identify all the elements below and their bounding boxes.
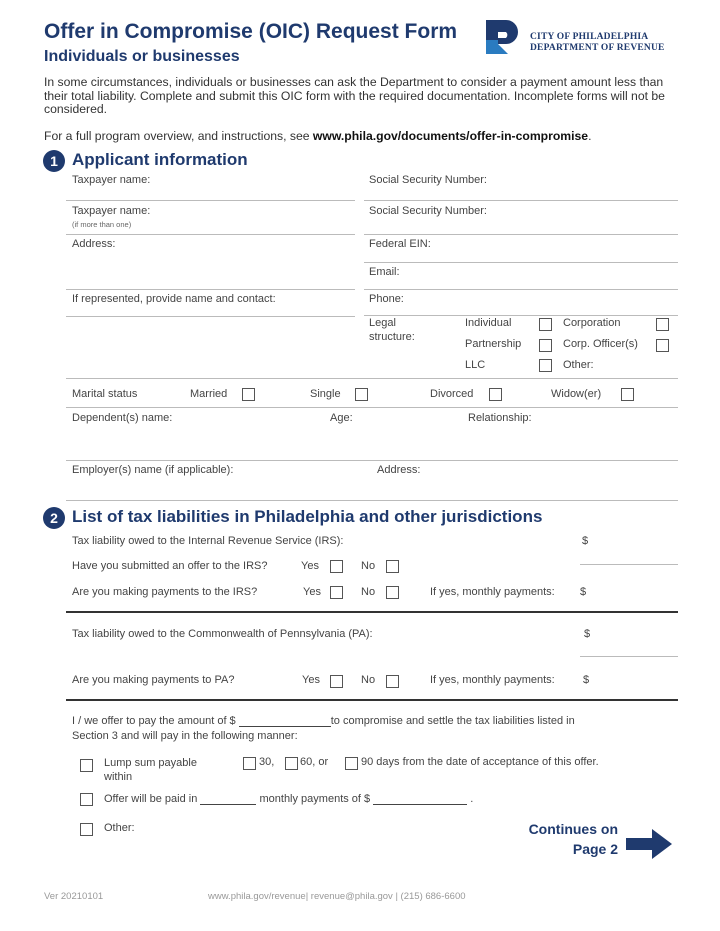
irs-payments-no-checkbox[interactable] bbox=[386, 586, 399, 599]
overview-text bbox=[44, 129, 694, 143]
email-label: Email: bbox=[369, 266, 400, 278]
marital-widow-checkbox[interactable] bbox=[621, 388, 634, 401]
legal-partnership-label: Partnership bbox=[465, 338, 522, 350]
continues-line-1: Continues on bbox=[528, 821, 618, 837]
section-1-divider bbox=[66, 378, 678, 379]
lump-sum-label-1: Lump sum payable bbox=[104, 757, 197, 769]
pa-payments-no-checkbox[interactable] bbox=[386, 675, 399, 688]
pa-monthly-label: If yes, monthly payments: bbox=[430, 674, 555, 686]
monthly-amount-field[interactable] bbox=[373, 794, 467, 805]
marital-single-label: Single bbox=[310, 388, 341, 400]
employer-address-label: Address: bbox=[377, 464, 421, 476]
org-line-1: CITY OF PHILADELPHIA bbox=[530, 32, 649, 42]
irs-payments-yes-checkbox[interactable] bbox=[330, 586, 343, 599]
lump-30-checkbox[interactable] bbox=[243, 757, 256, 770]
section-1-title: Applicant information bbox=[72, 150, 248, 169]
legal-individual-checkbox[interactable] bbox=[539, 318, 552, 331]
footer-version: Ver 20210101 bbox=[44, 891, 104, 902]
continues-note bbox=[500, 819, 618, 859]
address-label: Address: bbox=[72, 238, 116, 250]
irs-offer-no-label: No bbox=[361, 560, 376, 572]
offer-line-2: Section 3 and will pay in the following manner: bbox=[72, 730, 298, 742]
other-label: Other: bbox=[104, 822, 135, 834]
age-label: Age: bbox=[330, 412, 353, 424]
ssn-2-field[interactable] bbox=[364, 234, 678, 235]
lump-90-checkbox[interactable] bbox=[345, 757, 358, 770]
taxpayer-name-2-note: (if more than one) bbox=[72, 220, 132, 229]
irs-liability-field[interactable] bbox=[580, 564, 678, 565]
legal-structure-label-2: structure: bbox=[369, 331, 415, 343]
irs-section-divider bbox=[66, 611, 678, 613]
irs-offer-yes-checkbox[interactable] bbox=[330, 560, 343, 573]
taxpayer-name-2-label: Taxpayer name: bbox=[72, 205, 151, 217]
lump-30-label: 30, bbox=[259, 756, 275, 768]
marital-widow-label: Widow(er) bbox=[551, 388, 602, 400]
dependents-field[interactable] bbox=[66, 460, 678, 461]
overview-link[interactable]: www.phila.gov/documents/offer-in-compromise bbox=[312, 129, 589, 143]
pa-monthly-dollar: $ bbox=[583, 674, 590, 686]
marital-divorced-label: Divorced bbox=[430, 388, 474, 400]
phone-label: Phone: bbox=[369, 293, 404, 305]
pa-liability-field[interactable] bbox=[580, 656, 678, 657]
represented-field[interactable] bbox=[66, 316, 355, 317]
irs-offer-yes-label: Yes bbox=[301, 560, 319, 572]
email-field[interactable] bbox=[364, 289, 678, 290]
offer-line-1 bbox=[72, 715, 575, 727]
monthly-count-field[interactable] bbox=[200, 794, 256, 805]
section-2-number: 2 bbox=[43, 507, 65, 529]
legal-structure-label-1: Legal bbox=[369, 317, 396, 329]
overview-prefix: For a full program overview, and instructions, see bbox=[44, 129, 313, 143]
offer-line-1-a: I / we offer to pay the amount of $ bbox=[72, 715, 236, 727]
arrow-right-icon bbox=[626, 829, 672, 859]
monthly-label-c: . bbox=[470, 793, 474, 805]
ssn-2-label: Social Security Number: bbox=[369, 205, 487, 217]
lump-sum-label-2: within bbox=[104, 771, 133, 783]
monthly-label-b: monthly payments of $ bbox=[259, 793, 371, 805]
legal-other-label: Other: bbox=[563, 359, 594, 371]
form-title: Offer in Compromise (OIC) Request Form bbox=[44, 20, 458, 43]
offer-line-1-b: to compromise and settle the tax liabilities listed in bbox=[330, 715, 575, 727]
other-checkbox[interactable] bbox=[80, 823, 93, 836]
legal-llc-checkbox[interactable] bbox=[539, 359, 552, 372]
marital-status-label: Marital status bbox=[72, 388, 138, 400]
monthly-checkbox[interactable] bbox=[80, 793, 93, 806]
pa-section-divider bbox=[66, 699, 678, 701]
lump-60-checkbox[interactable] bbox=[285, 757, 298, 770]
pa-payments-yes-checkbox[interactable] bbox=[330, 675, 343, 688]
offer-amount-field[interactable] bbox=[239, 716, 331, 727]
legal-partnership-checkbox[interactable] bbox=[539, 339, 552, 352]
legal-corporation-label: Corporation bbox=[563, 317, 621, 329]
footer-contact: www.phila.gov/revenue| revenue@phila.gov | (215) 686-6600 bbox=[208, 891, 466, 902]
lump-90-label: 90 days from the date of acceptance of this offer. bbox=[361, 756, 599, 768]
phone-field[interactable] bbox=[364, 315, 678, 316]
relationship-label: Relationship: bbox=[468, 412, 532, 424]
legal-corp-officer-label: Corp. Officer(s) bbox=[563, 338, 638, 350]
irs-offer-no-checkbox[interactable] bbox=[386, 560, 399, 573]
taxpayer-name-2-field[interactable] bbox=[66, 234, 355, 235]
employer-field[interactable] bbox=[66, 500, 678, 501]
monthly-line bbox=[104, 793, 473, 805]
address-field[interactable] bbox=[66, 289, 355, 290]
legal-corporation-checkbox[interactable] bbox=[656, 318, 669, 331]
irs-monthly-dollar: $ bbox=[580, 586, 587, 598]
section-2-title: List of tax liabilities in Philadelphia and other jurisdictions bbox=[72, 507, 543, 526]
marital-divorced-checkbox[interactable] bbox=[489, 388, 502, 401]
marital-divider bbox=[66, 407, 678, 408]
irs-monthly-label: If yes, monthly payments: bbox=[430, 586, 555, 598]
pa-liability-label: Tax liability owed to the Commonwealth of Pennsylvania (PA): bbox=[72, 628, 373, 640]
represented-label: If represented, provide name and contact: bbox=[72, 293, 276, 305]
section-1-number: 1 bbox=[43, 150, 65, 172]
employer-label: Employer(s) name (if applicable): bbox=[72, 464, 234, 476]
irs-payments-no-label: No bbox=[361, 586, 376, 598]
lump-60-label: 60, or bbox=[300, 756, 329, 768]
dependents-label: Dependent(s) name: bbox=[72, 412, 173, 424]
taxpayer-name-label: Taxpayer name: bbox=[72, 174, 151, 186]
pa-liability-dollar: $ bbox=[584, 628, 591, 640]
legal-llc-label: LLC bbox=[465, 359, 486, 371]
marital-single-checkbox[interactable] bbox=[355, 388, 368, 401]
pa-payments-yes-label: Yes bbox=[302, 674, 320, 686]
intro-text: In some circumstances, individuals or businesses can ask the Department to consider a payment amount less than their total liability. Complete and submit this OIC form with the required documentation. Incomplete forms will not be considered. bbox=[44, 75, 665, 116]
taxpayer-name-field[interactable] bbox=[66, 200, 355, 201]
federal-ein-label: Federal EIN: bbox=[369, 238, 431, 250]
marital-married-label: Married bbox=[190, 388, 228, 400]
irs-payments-label: Are you making payments to the IRS? bbox=[72, 586, 258, 598]
form-subtitle: Individuals or businesses bbox=[44, 48, 240, 65]
philadelphia-logo-icon bbox=[484, 18, 524, 56]
ssn-field[interactable] bbox=[364, 200, 678, 201]
continues-line-2: Page 2 bbox=[572, 841, 618, 857]
marital-married-checkbox[interactable] bbox=[242, 388, 255, 401]
org-line-2: DEPARTMENT OF REVENUE bbox=[530, 43, 665, 53]
pa-payments-no-label: No bbox=[361, 674, 376, 686]
irs-offer-label: Have you submitted an offer to the IRS? bbox=[72, 560, 268, 572]
overview-suffix: . bbox=[588, 129, 592, 143]
federal-ein-field[interactable] bbox=[364, 262, 678, 263]
legal-corp-officer-checkbox[interactable] bbox=[656, 339, 669, 352]
irs-liability-label: Tax liability owed to the Internal Revenue Service (IRS): bbox=[72, 535, 344, 547]
pa-payments-label: Are you making payments to PA? bbox=[72, 674, 235, 686]
lump-sum-checkbox[interactable] bbox=[80, 759, 93, 772]
monthly-label-a: Offer will be paid in bbox=[104, 793, 198, 805]
irs-payments-yes-label: Yes bbox=[303, 586, 321, 598]
org-name bbox=[530, 32, 665, 54]
legal-individual-label: Individual bbox=[465, 317, 512, 329]
ssn-label: Social Security Number: bbox=[369, 174, 487, 186]
irs-liability-dollar: $ bbox=[582, 535, 589, 547]
